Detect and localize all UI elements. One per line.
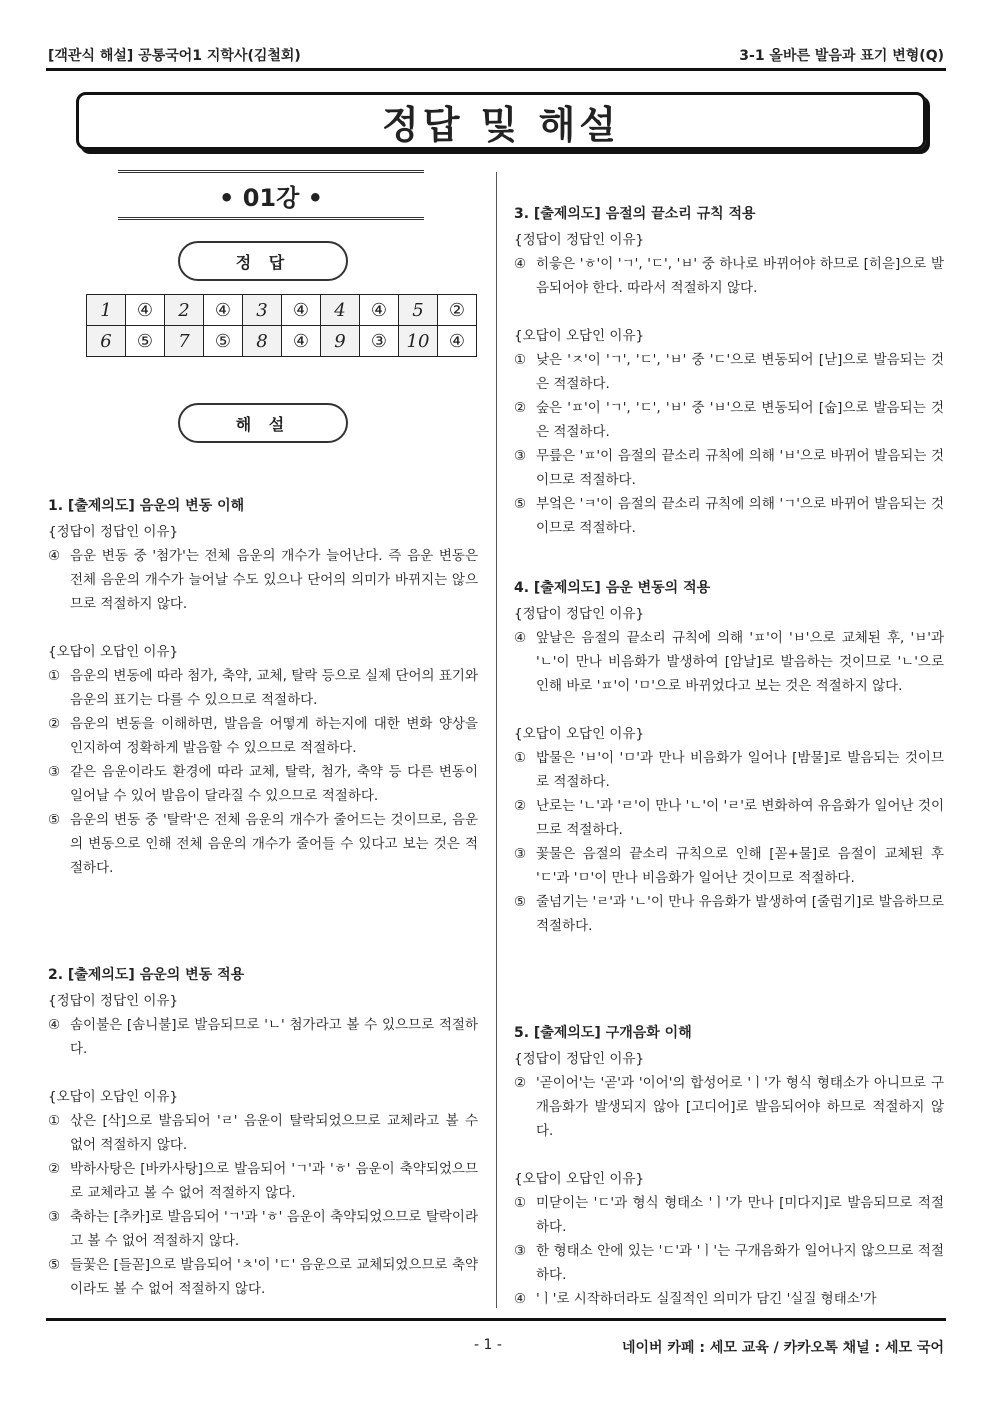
answer-value: ⑤ [126, 326, 165, 357]
choice-marker: ⑤ [514, 894, 527, 910]
choice-marker: ④ [48, 1017, 61, 1033]
question-number: 10 [399, 326, 438, 357]
choice-marker: ② [48, 716, 61, 732]
explanation-item [514, 252, 944, 300]
explanation-item [48, 1157, 478, 1205]
explanation-text: 히읗은 'ㅎ'이 'ㄱ', 'ㄷ', 'ㅂ' 중 하나로 바뀌어야 하므로 [히읃]으로 발음되어야 한다. 따라서 적절하지 않다. [536, 256, 944, 296]
header-rule [46, 68, 946, 71]
answer-value: ④ [282, 295, 321, 326]
section-4 [514, 576, 944, 938]
explanation-item [514, 794, 944, 842]
wrong-reason-label: {오답이 오답인 이유} [514, 726, 645, 742]
correct-reason-label: {정답이 정답인 이유} [514, 606, 645, 622]
question-number: 8 [243, 326, 282, 357]
section-2 [48, 963, 478, 1301]
choice-marker: ④ [48, 548, 61, 564]
section-heading: 3. [출제의도] 음절의 끝소리 규칙 적용 [514, 206, 756, 222]
answer-value: ⑤ [204, 326, 243, 357]
explanation-text: 삯은 [삭]으로 발음되어 'ㄹ' 음운이 탈락되었으므로 교체라고 볼 수 없어 적절하지 않다. [70, 1113, 478, 1153]
choice-marker: ⑤ [514, 496, 527, 512]
choice-marker: ③ [514, 846, 527, 862]
explanation-text: 미닫이는 'ㄷ'과 형식 형태소 'ㅣ'가 만나 [미다지]로 발음되므로 적절하다. [536, 1195, 944, 1235]
explanation-item [514, 1071, 944, 1143]
explanation-item [514, 492, 944, 540]
choice-marker: ⑤ [48, 812, 61, 828]
spacer [514, 1143, 944, 1167]
wrong-reason-label: {오답이 오답인 이유} [48, 644, 179, 660]
footer-credit: 네이버 카페 : 세모 교육 / 카카오톡 채널 : 세모 국어 [621, 1340, 944, 1356]
explanation-item [514, 626, 944, 698]
question-number: 7 [165, 326, 204, 357]
answer-value: ② [438, 295, 477, 326]
choice-marker: ① [514, 352, 527, 368]
header-right: 3-1 올바른 발음과 표기 변형(Q) [739, 48, 944, 64]
column-divider [496, 172, 497, 1308]
footer-rule [46, 1318, 946, 1321]
wrong-reason-label: {오답이 오답인 이유} [48, 1089, 179, 1105]
explanation-text: 솜이불은 [솜니불]로 발음되므로 'ㄴ' 첨가라고 볼 수 있으므로 적절하다. [70, 1017, 478, 1057]
choice-marker: ① [514, 1195, 527, 1211]
choice-marker: ⑤ [48, 1257, 61, 1273]
explanation-text: 앞날은 음절의 끝소리 규칙에 의해 'ㅍ'이 'ㅂ'으로 교체된 후, 'ㅂ'과 'ㄴ'이 만나 비음화가 발생하여 [암날]로 발음하는 것이므로 'ㄴ'으로 인해 바로 'ㅍ'이 'ㅁ'으로 바뀌었다고 보는 것은 적절하지 않다. [536, 630, 944, 694]
explanation-text: 난로는 'ㄴ'과 'ㄹ'이 만나 'ㄴ'이 'ㄹ'로 변화하여 유음화가 일어난 것이므로 적절하다. [536, 798, 944, 838]
explanation-item [48, 808, 478, 880]
choice-marker: ① [48, 668, 61, 684]
spacer [48, 616, 478, 640]
explanation-text: 박하사탕은 [바카사탕]으로 발음되어 'ㄱ'과 'ㅎ' 음운이 축약되었으므로 교체라고 볼 수 없어 적절하지 않다. [70, 1161, 478, 1201]
page-number: - 1 - [474, 1337, 502, 1353]
lecture-label: • 01강 • [118, 170, 424, 220]
question-number: 5 [399, 295, 438, 326]
section-heading: 4. [출제의도] 음운 변동의 적용 [514, 580, 711, 596]
answer-value: ④ [438, 326, 477, 357]
explanation-text: 밥물은 'ㅂ'이 'ㅁ'과 만나 비음화가 일어나 [밤물]로 발음되는 것이므로 적절하다. [536, 750, 944, 790]
section-heading: 2. [출제의도] 음운의 변동 적용 [48, 967, 245, 983]
explanation-text: '곧이어'는 '곧'과 '이어'의 합성어로 'ㅣ'가 형식 형태소가 아니므로 구개음화가 발생되지 않아 [고디어]로 발음되어야 하므로 적절하지 않다. [536, 1075, 944, 1139]
explanation-text: 축하는 [추카]로 발음되어 'ㄱ'과 'ㅎ' 음운이 축약되었으므로 탈락이라고 볼 수 없어 적절하지 않다. [70, 1209, 478, 1249]
explanation-text: 숲은 'ㅍ'이 'ㄱ', 'ㄷ', 'ㅂ' 중 'ㅂ'으로 변동되어 [숩]으로 발음되는 것은 적절하다. [536, 400, 944, 440]
choice-marker: ① [48, 1113, 61, 1129]
choice-marker: ③ [48, 1209, 61, 1225]
wrong-reason-label: {오답이 오답인 이유} [514, 1171, 645, 1187]
explanation-item [514, 890, 944, 938]
explanation-item [48, 1109, 478, 1157]
section-3 [514, 202, 944, 540]
choice-marker: ④ [514, 630, 527, 646]
answer-value: ③ [360, 326, 399, 357]
question-number: 4 [321, 295, 360, 326]
correct-reason-label: {정답이 정답인 이유} [48, 993, 179, 1009]
explanation-item [514, 1287, 944, 1311]
choice-marker: ② [514, 798, 527, 814]
question-number: 3 [243, 295, 282, 326]
section-heading: 5. [출제의도] 구개음화 이해 [514, 1025, 692, 1041]
explanation-text: 한 형태소 안에 있는 'ㄷ'과 'ㅣ'는 구개음화가 일어나지 않으므로 적절하다. [536, 1243, 944, 1283]
explanation-text: 줄넘기는 'ㄹ'과 'ㄴ'이 만나 유음화가 발생하여 [줄럼기]로 발음하므로 적절하다. [536, 894, 944, 934]
explanation-item [48, 544, 478, 616]
choice-marker: ② [48, 1161, 61, 1177]
section-heading: 1. [출제의도] 음운의 변동 이해 [48, 498, 245, 514]
explanation-text: 'ㅣ'로 시작하더라도 실질적인 의미가 담긴 '실질 형태소'가 [536, 1291, 877, 1307]
explanation-text: 음운 변동 중 '첨가'는 전체 음운의 개수가 늘어난다. 즉 음운 변동은 전체 음운의 개수가 늘어날 수도 있으나 단어의 의미가 바뀌지는 않으므로 적절하지 않다. [70, 548, 478, 612]
choice-marker: ③ [48, 764, 61, 780]
explanation-text: 부엌은 'ㅋ'이 음절의 끝소리 규칙에 의해 'ㄱ'으로 바뀌어 발음되는 것이므로 적절하다. [536, 496, 944, 536]
explanation-text: 음운의 변동에 따라 첨가, 축약, 교체, 탈락 등으로 실제 단어의 표기와 음운의 표기는 다를 수 있으므로 적절하다. [70, 668, 478, 708]
explanation-item [514, 444, 944, 492]
explanation-text: 음운의 변동을 이해하면, 발음을 어떻게 하는지에 대한 변화 양상을 인지하여 정확하게 발음할 수 있으므로 적절하다. [70, 716, 478, 756]
answer-table [86, 294, 477, 357]
spacer [48, 1061, 478, 1085]
explanation-text: 같은 음운이라도 환경에 따라 교체, 탈락, 첨가, 축약 등 다른 변동이 일어날 수 있어 발음이 달라질 수 있으므로 적절하다. [70, 764, 478, 804]
explanation-item [514, 746, 944, 794]
choice-marker: ② [514, 400, 527, 416]
answer-value: ④ [282, 326, 321, 357]
correct-reason-label: {정답이 정답인 이유} [48, 524, 179, 540]
answer-row [87, 295, 477, 326]
explanation-item [48, 1205, 478, 1253]
section-1 [48, 494, 478, 880]
question-number: 2 [165, 295, 204, 326]
choice-marker: ③ [514, 448, 527, 464]
explanation-text: 꽃물은 음절의 끝소리 규칙으로 인해 [꼳+물]로 음절이 교체된 후 'ㄷ'과 'ㅁ'이 만나 비음화가 일어난 것이므로 적절하다. [536, 846, 944, 886]
explanation-item [514, 1191, 944, 1239]
explanation-item [514, 842, 944, 890]
answer-row [87, 326, 477, 357]
answer-value: ④ [126, 295, 165, 326]
explanation-item [48, 712, 478, 760]
explanation-text: 무릎은 'ㅍ'이 음절의 끝소리 규칙에 의해 'ㅂ'으로 바뀌어 발음되는 것이므로 적절하다. [536, 448, 944, 488]
correct-reason-label: {정답이 정답인 이유} [514, 1051, 645, 1067]
choice-marker: ① [514, 750, 527, 766]
choice-marker: ② [514, 1075, 527, 1091]
answer-value: ④ [204, 295, 243, 326]
correct-reason-label: {정답이 정답인 이유} [514, 232, 645, 248]
header-left: [객관식 해설] 공통국어1 지학사(김철회) [48, 48, 301, 64]
wrong-reason-label: {오답이 오답인 이유} [514, 328, 645, 344]
answer-label: 정 답 [178, 241, 348, 281]
page-title: 정답 및 해설 [76, 92, 926, 150]
choice-marker: ③ [514, 1243, 527, 1259]
explanation-item [514, 396, 944, 444]
section-5 [514, 1021, 944, 1311]
explanation-text: 낮은 'ㅈ'이 'ㄱ', 'ㄷ', 'ㅂ' 중 'ㄷ'으로 변동되어 [낟]으로 발음되는 것은 적절하다. [536, 352, 944, 392]
question-number: 9 [321, 326, 360, 357]
question-number: 1 [87, 295, 126, 326]
explanation-item [48, 1013, 478, 1061]
explanation-item [514, 1239, 944, 1287]
explanation-label: 해 설 [178, 403, 348, 443]
explanation-text: 음운의 변동 중 '탈락'은 전체 음운의 개수가 줄어드는 것이므로, 음운의 변동으로 인해 전체 음운의 개수가 줄어들 수 있다고 보는 것은 적절하다. [70, 812, 478, 876]
explanation-item [48, 760, 478, 808]
explanation-item [48, 1253, 478, 1301]
explanation-item [48, 664, 478, 712]
question-number: 6 [87, 326, 126, 357]
explanation-item [514, 348, 944, 396]
choice-marker: ④ [514, 256, 527, 272]
explanation-text: 들꽃은 [들꼳]으로 발음되어 'ㅊ'이 'ㄷ' 음운으로 교체되었으므로 축약이라도 볼 수 없어 적절하지 않다. [70, 1257, 478, 1297]
spacer [514, 300, 944, 324]
choice-marker: ④ [514, 1291, 527, 1307]
spacer [514, 698, 944, 722]
answer-value: ④ [360, 295, 399, 326]
